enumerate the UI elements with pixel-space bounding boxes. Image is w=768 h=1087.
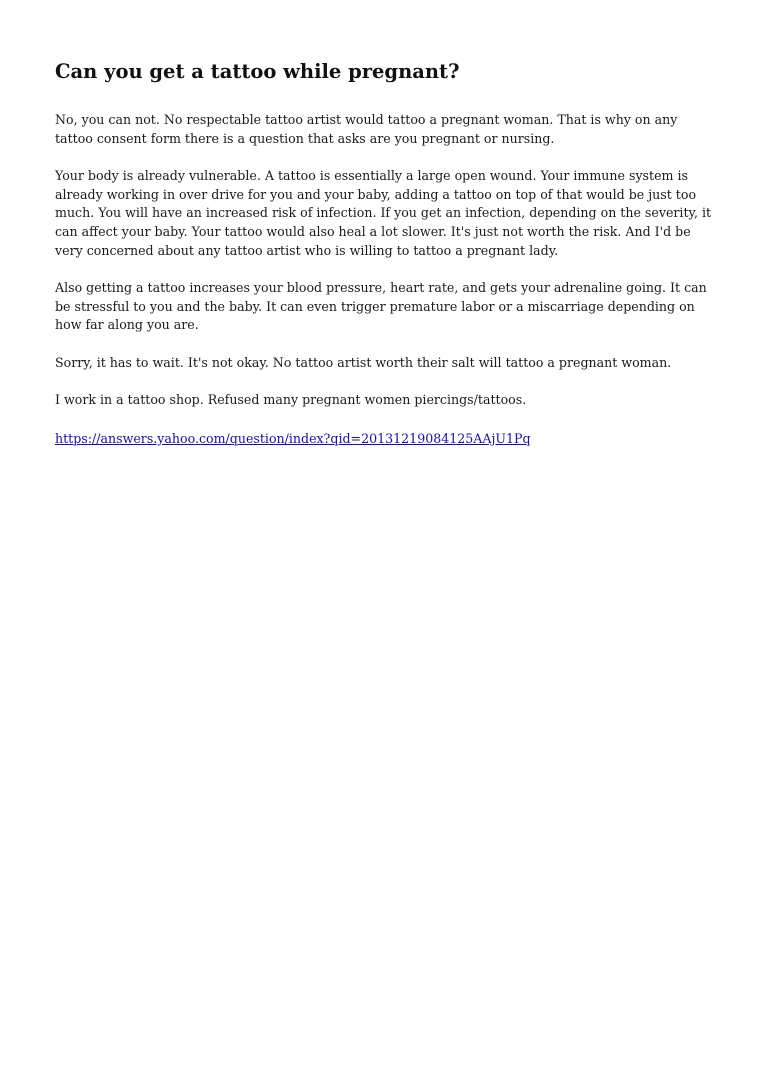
document-page xyxy=(55,58,717,449)
page-title: Can you get a tattoo while pregnant? xyxy=(55,60,460,83)
paragraph-3: Also getting a tattoo increases your blood pressure, heart rate, and gets your adrenaline going. It can be stressful to you and the baby. It can even trigger premature labor or a miscarriage depending on how far along you are. xyxy=(55,279,707,333)
paragraph-2: Your body is already vulnerable. A tattoo is essentially a large open wound. Your immune system is already working in over drive for you and your baby, adding a tattoo on top of that would be just too much. You will have an increased risk of infection. If you get an infection, depending on the severity, it can affect your baby. Your tattoo would also heal a lot slower. It's just not worth the risk. And I'd be very concerned about any tattoo artist who is willing to tattoo a pregnant lady. xyxy=(55,167,712,258)
paragraph-5: I work in a tattoo shop. Refused many pregnant women piercings/tattoos. xyxy=(55,391,527,407)
paragraph-4: Sorry, it has to wait. It's not okay. No tattoo artist worth their salt will tattoo a pregnant woman. xyxy=(55,354,672,370)
source-link[interactable]: https://answers.yahoo.com/question/index?qid=20131219084125AAjU1Pq xyxy=(55,430,531,446)
paragraph-1: No, you can not. No respectable tattoo artist would tattoo a pregnant woman. That is why on any tattoo consent form there is a question that asks are you pregnant or nursing. xyxy=(55,112,678,146)
